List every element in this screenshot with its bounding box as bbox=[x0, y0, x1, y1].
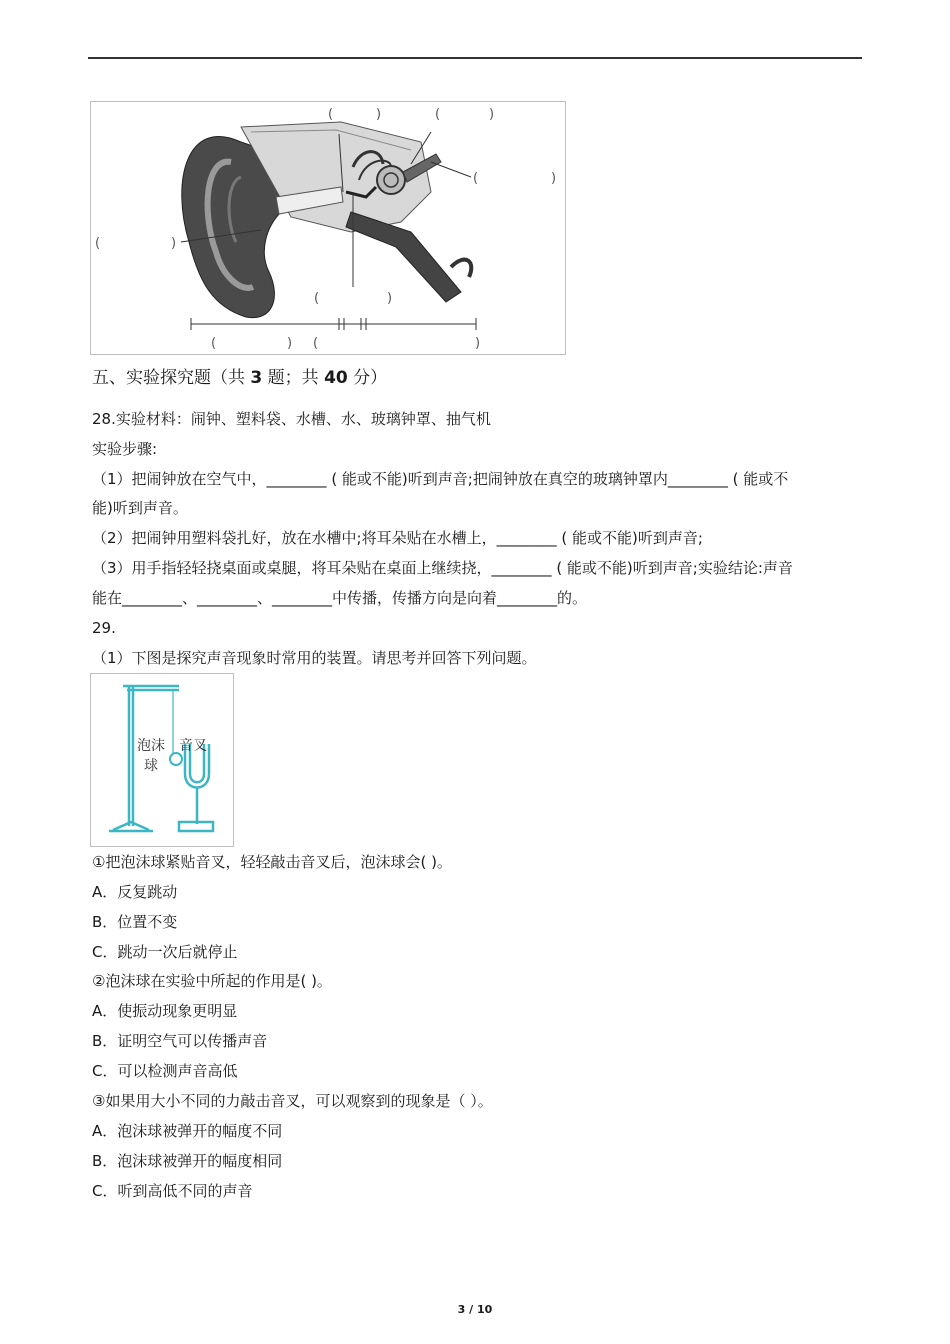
q29-sub3-option-a: A．泡沫球被弹开的幅度不同 bbox=[92, 1122, 283, 1140]
q29-sub1-option-b: B．位置不变 bbox=[92, 913, 178, 931]
q29-number: 29. bbox=[92, 619, 116, 637]
q28-step1-line2: 能)听到声音。 bbox=[92, 499, 188, 517]
foam-ball-label-2: 球 bbox=[144, 758, 158, 774]
foam-ball-label-1: 泡沫 bbox=[137, 738, 165, 754]
blank-paren: ) bbox=[475, 336, 481, 351]
foam-ball bbox=[170, 753, 182, 765]
q29-sub1-option-c: C．跳动一次后就停止 bbox=[92, 943, 238, 961]
blank-paren: ( bbox=[95, 236, 101, 251]
blank-paren: ) bbox=[387, 291, 393, 306]
q29-sub2-option-c: C．可以检测声音高低 bbox=[92, 1062, 238, 1080]
tuning-fork-figure bbox=[90, 673, 234, 847]
ear-diagram-figure bbox=[90, 101, 566, 355]
tuning-fork-label: 音叉 bbox=[179, 738, 207, 754]
section-prefix: 五、实验探究题（共 bbox=[92, 368, 251, 388]
q29-sub2-option-a: A．使振动现象更明显 bbox=[92, 1002, 238, 1020]
blank-paren: ( bbox=[435, 107, 441, 122]
blank-paren: ) bbox=[376, 107, 382, 122]
blank-paren: ( bbox=[314, 291, 320, 306]
q29-sub2-question: ②泡沫球在实验中所起的作用是( )。 bbox=[92, 972, 332, 990]
q29-sub2-option-b: B．证明空气可以传播声音 bbox=[92, 1032, 268, 1050]
q29-sub3-question: ③如果用大小不同的力敲击音叉，可以观察到的现象是（ ）。 bbox=[92, 1092, 493, 1110]
section-count: 3 bbox=[250, 368, 263, 388]
eustachian-tube bbox=[346, 212, 461, 302]
blank-paren: ( bbox=[313, 336, 319, 351]
blank-paren: ( bbox=[211, 336, 217, 351]
q29-sub1-question: ①把泡沫球紧贴音叉，轻轻敲击音叉后，泡沫球会( )。 bbox=[92, 853, 452, 871]
q28-materials: 28.实验材料：闹钟、塑料袋、水槽、水、玻璃钟罩、抽气机 bbox=[92, 410, 491, 428]
q29-sub3-option-b: B．泡沫球被弹开的幅度相同 bbox=[92, 1152, 283, 1170]
section-heading bbox=[92, 366, 387, 390]
blank-paren: ) bbox=[287, 336, 293, 351]
section-suffix: 分） bbox=[347, 368, 388, 388]
ear-diagram-svg bbox=[91, 102, 565, 354]
blank-paren: ( bbox=[473, 171, 479, 186]
blank-paren: ( bbox=[328, 107, 334, 122]
blank-paren: ) bbox=[489, 107, 495, 122]
blank-paren: ) bbox=[171, 236, 177, 251]
header-rule bbox=[88, 57, 862, 59]
q28-step1-line1: （1）把闹钟放在空气中，________ ( 能或不能)听到声音;把闹钟放在真空的玻璃钟罩内________ ( 能或不 bbox=[92, 470, 789, 488]
q28-step3-line1: （3）用手指轻轻挠桌面或桌腿，将耳朵贴在桌面上继续挠，________ ( 能或不能)听到声音;实验结论:声音 bbox=[92, 559, 793, 577]
q28-step2: （2）把闹钟用塑料袋扎好，放在水槽中;将耳朵贴在水槽上，________ ( 能或不能)听到声音; bbox=[92, 529, 703, 547]
q29-intro: （1）下图是探究声音现象时常用的装置。请思考并回答下列问题。 bbox=[92, 649, 537, 667]
q28-step3-line2: 能在________、________、________中传播，传播方向是向着________的。 bbox=[92, 589, 588, 607]
q29-sub3-option-c: C．听到高低不同的声音 bbox=[92, 1182, 253, 1200]
cochlea bbox=[377, 166, 405, 194]
page-number: 3 / 10 bbox=[457, 1303, 493, 1316]
q29-sub1-option-a: A．反复跳动 bbox=[92, 883, 178, 901]
section-mid: 题；共 bbox=[262, 368, 325, 388]
q28-steps-label: 实验步骤: bbox=[92, 440, 158, 458]
blank-paren: ) bbox=[551, 171, 557, 186]
section-score: 40 bbox=[324, 368, 348, 388]
tuning-fork-svg bbox=[91, 674, 233, 846]
stand-base bbox=[113, 822, 149, 830]
